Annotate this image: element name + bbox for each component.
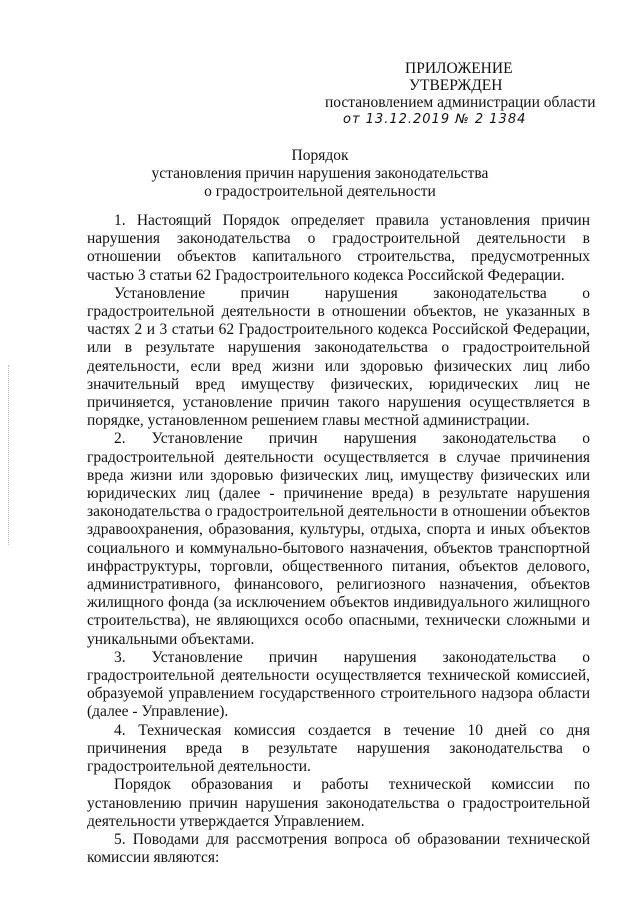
document-title <box>0 147 640 201</box>
handwritten-date-number: от 13.12.2019 № 2 1384 <box>343 112 527 127</box>
approved-label: УТВЕРЖДЕН <box>409 77 503 94</box>
margin-stamp-mark <box>8 365 12 545</box>
document-body <box>87 212 590 867</box>
decree-label: постановлением администрации области <box>325 94 596 111</box>
paragraph-1: 1. Настоящий Порядок определяет правила установления причин нарушения законодательства о градостроительной деятельности в отношении объектов капитального строительства, предусмотренных частью 3 статьи 62 Градостроительного кодекса Российской Федерации. <box>87 212 590 284</box>
title-line-3: о градостроительной деятельности <box>204 183 436 200</box>
paragraph-2: 2. Установление причин нарушения законодательства о градостроительной деятельности осуществляется в случае причинения вреда жизни или здоровью физических лиц, имуществу физических или юридических лиц (далее - причинение вреда) в результате нарушения законодательства о градостроительной деятельности в отношении объектов здравоохранения, образования, культуры, отдыха, спорта и иных объектов социального и коммунально-бытового назначения, объектов транспортной инфраструктуры, торговли, общественного питания, объектов делового, административного, финансового, религиозного назначения, объектов жилищного фонда (за исключением объектов индивидуального жилищного строительства), не являющихся особо опасными, технически сложными и уникальными объектами. <box>87 430 590 648</box>
title-line-1: Порядок <box>291 147 349 164</box>
paragraph-5: 5. Поводами для рассмотрения вопроса об образовании технической комиссии являются: <box>87 830 590 867</box>
approval-header <box>325 60 595 128</box>
paragraph-1-continued: Установление причин нарушения законодательства о градостроительной деятельности в отношении объектов, не указанных в частях 2 и 3 статьи 62 Градостроительного кодекса Российской Федерации, или в результате нарушения законодательства о градостроительной деятельности, если вред жизни или здоровью физических лиц либо значительный вред имуществу физических, юридических лиц не причиняется, установление причин такого нарушения осуществляется в порядке, установленном решением главы местной администрации. <box>87 284 590 430</box>
paragraph-4-continued: Порядок образования и работы технической комиссии по установлению причин нарушения законодательства о градостроительной деятельности утверждается Управлением. <box>87 776 590 830</box>
appendix-label: ПРИЛОЖЕНИЕ <box>405 60 513 77</box>
title-line-2: установления причин нарушения законодательства <box>151 165 489 182</box>
paragraph-4: 4. Техническая комиссия создается в течение 10 дней со дня причинения вреда в результате нарушения законодательства о градостроительной деятельности. <box>87 721 590 776</box>
paragraph-3: 3. Установление причин нарушения законодательства о градостроительной деятельности осуществляется технической комиссией, образуемой управлением государственного строительного надзора области (далее - Управление). <box>87 648 590 721</box>
